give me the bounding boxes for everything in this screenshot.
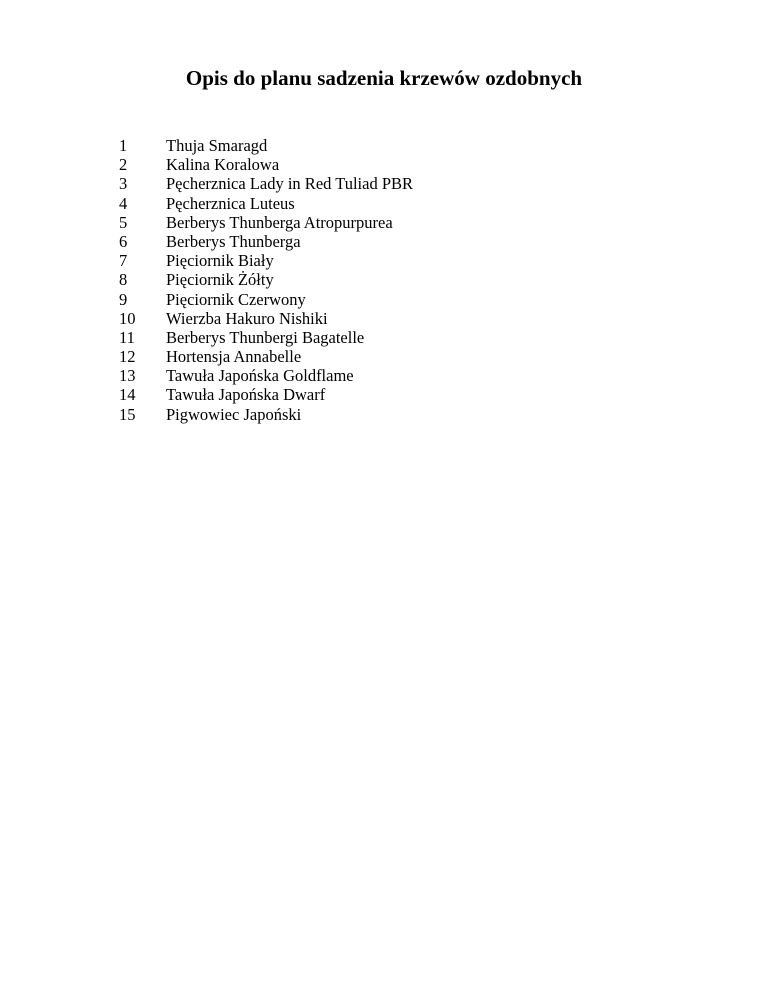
list-item [119, 405, 413, 424]
list-item [119, 194, 413, 213]
list-item [119, 155, 413, 174]
item-number: 6 [119, 231, 128, 251]
item-name: Pięciornik Czerwony [166, 289, 306, 309]
item-number: 14 [119, 385, 136, 405]
item-number: 12 [119, 347, 136, 367]
list-item [119, 328, 413, 347]
item-number: 9 [119, 289, 128, 309]
list-item [119, 251, 413, 270]
list-item [119, 366, 413, 385]
item-name: Berberys Thunbergi Bagatelle [166, 327, 365, 347]
item-name: Pięciornik Biały [166, 251, 274, 271]
list-item [119, 270, 413, 289]
list-item [119, 174, 413, 193]
document-title: Opis do planu sadzenia krzewów ozdobnych [185, 66, 583, 90]
list-item [119, 213, 413, 232]
item-number: 7 [119, 251, 128, 271]
list-item [119, 136, 413, 155]
item-name: Tawuła Japońska Dwarf [166, 385, 326, 405]
item-name: Pęcherznica Lady in Red Tuliad PBR [166, 174, 414, 194]
list-item [119, 385, 413, 404]
item-name: Berberys Thunberga [166, 231, 301, 251]
item-number: 3 [119, 174, 128, 194]
item-name: Hortensja Annabelle [166, 347, 302, 367]
item-name: Kalina Koralowa [166, 155, 280, 175]
item-name: Thuja Smaragd [166, 136, 268, 155]
list-item [119, 347, 413, 366]
item-name: Pęcherznica Luteus [166, 193, 295, 213]
item-number: 5 [119, 212, 128, 232]
list-item [119, 290, 413, 309]
item-name: Tawuła Japońska Goldflame [166, 366, 354, 386]
item-number: 11 [119, 327, 135, 347]
item-number: 15 [119, 404, 136, 424]
item-name: Pięciornik Żółty [166, 270, 274, 290]
item-number: 2 [119, 155, 128, 175]
item-name: Wierzba Hakuro Nishiki [166, 308, 328, 328]
list-item [119, 232, 413, 251]
item-number: 13 [119, 366, 136, 386]
list-item [119, 309, 413, 328]
item-number: 1 [119, 136, 128, 155]
item-number: 10 [119, 308, 136, 328]
item-name: Pigwowiec Japoński [166, 404, 302, 424]
item-name: Berberys Thunberga Atropurpurea [166, 212, 393, 232]
item-number: 8 [119, 270, 128, 290]
item-number: 4 [119, 193, 128, 213]
plant-list [119, 136, 413, 424]
